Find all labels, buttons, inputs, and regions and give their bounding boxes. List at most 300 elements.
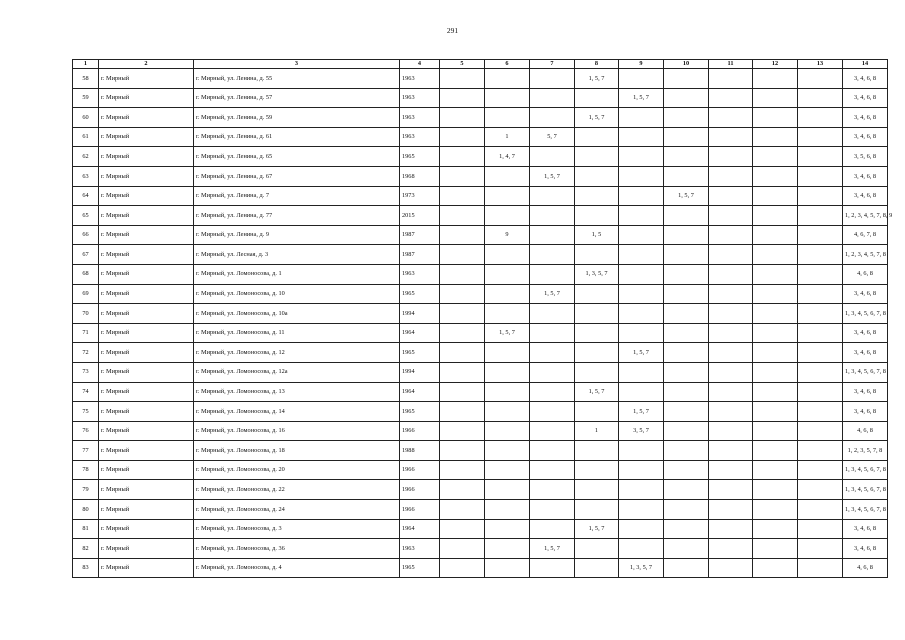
row-number-cell: 75 [73,402,99,422]
settlement-cell: г. Мирный [99,127,194,147]
table-row [73,88,888,108]
row-number-cell: 82 [73,539,99,559]
year-built-cell: 1965 [400,284,440,304]
column-10-cell [664,147,709,167]
column-10-cell [664,127,709,147]
column-12-cell [753,108,798,128]
settlement-cell: г. Мирный [99,206,194,226]
column-6-cell [485,343,530,363]
address-cell: г. Мирный, ул. Ломоносова, д. 36 [194,539,400,559]
address-cell: г. Мирный, ул. Ломоносова, д. 20 [194,460,400,480]
column-10-cell [664,519,709,539]
row-number-cell: 71 [73,323,99,343]
column-8-cell [575,147,619,167]
column-7-cell [530,88,575,108]
column-12-cell [753,69,798,89]
column-6-cell [485,304,530,324]
column-12-cell [753,225,798,245]
column-10-cell [664,88,709,108]
column-13-cell [798,323,843,343]
address-cell: г. Мирный, ул. Ломоносова, д. 22 [194,480,400,500]
column-14-cell: 1, 3, 4, 5, 6, 7, 8 [843,362,888,382]
settlement-cell: г. Мирный [99,284,194,304]
column-header-7: 7 [530,60,575,69]
column-6-cell: 1, 4, 7 [485,147,530,167]
settlement-cell: г. Мирный [99,421,194,441]
settlement-cell: г. Мирный [99,186,194,206]
column-14-cell: 3, 4, 6, 8 [843,519,888,539]
column-10-cell [664,166,709,186]
column-7-cell [530,225,575,245]
column-7-cell [530,382,575,402]
column-13-cell [798,245,843,265]
year-built-cell: 1965 [400,343,440,363]
column-13-cell [798,421,843,441]
column-6-cell [485,558,530,578]
year-built-cell: 1964 [400,382,440,402]
column-7-cell [530,441,575,461]
column-6-cell [485,264,530,284]
column-13-cell [798,108,843,128]
column-14-cell: 4, 6, 8 [843,421,888,441]
column-9-cell [619,186,664,206]
column-10-cell [664,441,709,461]
table-row [73,147,888,167]
column-10-cell [664,382,709,402]
column-9-cell [619,480,664,500]
column-7-cell [530,323,575,343]
column-13-cell [798,500,843,520]
column-14-cell: 3, 4, 6, 8 [843,284,888,304]
column-11-cell [709,206,753,226]
column-11-cell [709,362,753,382]
column-9-cell [619,147,664,167]
row-number-cell: 64 [73,186,99,206]
row-number-cell: 65 [73,206,99,226]
column-14-cell: 3, 4, 6, 8 [843,88,888,108]
column-11-cell [709,519,753,539]
column-5-cell [440,539,485,559]
column-11-cell [709,343,753,363]
column-8-cell [575,304,619,324]
column-14-cell: 1, 3, 4, 5, 6, 7, 8 [843,500,888,520]
column-9-cell [619,127,664,147]
column-7-cell [530,304,575,324]
column-13-cell [798,362,843,382]
column-header-8: 8 [575,60,619,69]
column-14-cell: 3, 4, 6, 8 [843,166,888,186]
column-10-cell [664,362,709,382]
column-12-cell [753,480,798,500]
column-9-cell [619,264,664,284]
year-built-cell: 1965 [400,558,440,578]
row-number-cell: 78 [73,460,99,480]
column-11-cell [709,108,753,128]
column-header-12: 12 [753,60,798,69]
column-8-cell [575,480,619,500]
column-7-cell [530,206,575,226]
column-12-cell [753,264,798,284]
column-11-cell [709,127,753,147]
settlement-cell: г. Мирный [99,304,194,324]
settlement-cell: г. Мирный [99,362,194,382]
column-5-cell [440,500,485,520]
address-cell: г. Мирный, ул. Ломоносова, д. 11 [194,323,400,343]
row-number-cell: 77 [73,441,99,461]
table-row [73,519,888,539]
column-13-cell [798,402,843,422]
column-14-cell: 4, 6, 8 [843,558,888,578]
address-cell: г. Мирный, ул. Ленина, д. 77 [194,206,400,226]
year-built-cell: 1964 [400,519,440,539]
column-7-cell [530,500,575,520]
address-cell: г. Мирный, ул. Ломоносова, д. 10 [194,284,400,304]
column-5-cell [440,519,485,539]
column-12-cell [753,166,798,186]
table-row [73,343,888,363]
column-11-cell [709,304,753,324]
table-row [73,402,888,422]
column-13-cell [798,519,843,539]
column-8-cell [575,245,619,265]
column-13-cell [798,225,843,245]
column-13-cell [798,304,843,324]
column-12-cell [753,127,798,147]
row-number-cell: 68 [73,264,99,284]
year-built-cell: 1994 [400,362,440,382]
address-cell: г. Мирный, ул. Ломоносова, д. 1 [194,264,400,284]
column-11-cell [709,539,753,559]
column-12-cell [753,402,798,422]
column-7-cell: 1, 5, 7 [530,539,575,559]
row-number-cell: 62 [73,147,99,167]
column-10-cell [664,402,709,422]
column-5-cell [440,284,485,304]
column-9-cell [619,519,664,539]
column-5-cell [440,402,485,422]
settlement-cell: г. Мирный [99,88,194,108]
column-8-cell [575,441,619,461]
table-body [73,69,893,578]
address-cell: г. Мирный, ул. Ломоносова, д. 4 [194,558,400,578]
column-11-cell [709,421,753,441]
column-7-cell: 1, 5, 7 [530,166,575,186]
column-12-cell [753,558,798,578]
table-row [73,304,888,324]
column-12-cell [753,539,798,559]
column-5-cell [440,382,485,402]
table-row [73,500,888,520]
column-13-cell [798,166,843,186]
settlement-cell: г. Мирный [99,264,194,284]
column-7-cell [530,186,575,206]
column-5-cell [440,127,485,147]
column-11-cell [709,402,753,422]
column-11-cell [709,245,753,265]
column-9-cell [619,108,664,128]
column-5-cell [440,343,485,363]
column-11-cell [709,147,753,167]
column-8-cell: 1, 5, 7 [575,69,619,89]
address-cell: г. Мирный, ул. Ленина, д. 57 [194,88,400,108]
column-13-cell [798,441,843,461]
column-14-cell: 3, 4, 6, 8 [843,108,888,128]
column-14-cell: 3, 4, 6, 8 [843,323,888,343]
table-row [73,245,888,265]
column-12-cell [753,186,798,206]
column-12-cell [753,304,798,324]
column-7-cell [530,421,575,441]
settlement-cell: г. Мирный [99,402,194,422]
column-10-cell [664,323,709,343]
table-row [73,206,888,226]
column-11-cell [709,500,753,520]
column-header-10: 10 [664,60,709,69]
row-number-cell: 74 [73,382,99,402]
address-cell: г. Мирный, ул. Ленина, д. 7 [194,186,400,206]
table-row [73,127,888,147]
year-built-cell: 1987 [400,225,440,245]
column-8-cell [575,166,619,186]
column-6-cell [485,519,530,539]
column-6-cell [485,480,530,500]
column-5-cell [440,69,485,89]
table-row [73,558,888,578]
column-14-cell: 1, 2, 3, 4, 5, 7, 8, 9 [843,206,888,226]
column-14-cell: 3, 4, 6, 8 [843,539,888,559]
column-7-cell [530,147,575,167]
column-11-cell [709,69,753,89]
table-row [73,460,888,480]
column-9-cell: 1, 5, 7 [619,402,664,422]
row-number-cell: 66 [73,225,99,245]
column-6-cell [485,500,530,520]
column-6-cell [485,69,530,89]
column-7-cell: 1, 5, 7 [530,284,575,304]
column-11-cell [709,558,753,578]
column-header-11: 11 [709,60,753,69]
column-13-cell [798,382,843,402]
row-number-cell: 60 [73,108,99,128]
year-built-cell: 1966 [400,460,440,480]
column-5-cell [440,166,485,186]
column-7-cell [530,245,575,265]
column-11-cell [709,441,753,461]
column-header-2: 2 [99,60,194,69]
column-12-cell [753,500,798,520]
column-13-cell [798,539,843,559]
column-10-cell [664,245,709,265]
column-8-cell [575,500,619,520]
column-5-cell [440,480,485,500]
column-14-cell: 3, 4, 6, 8 [843,69,888,89]
table-row [73,166,888,186]
column-5-cell [440,304,485,324]
column-10-cell [664,284,709,304]
address-cell: г. Мирный, ул. Ломоносова, д. 18 [194,441,400,461]
address-cell: г. Мирный, ул. Ломоносова, д. 24 [194,500,400,520]
column-14-cell: 3, 4, 6, 8 [843,402,888,422]
column-header-14: 14 [843,60,888,69]
column-5-cell [440,245,485,265]
column-14-cell: 4, 6, 7, 8 [843,225,888,245]
column-9-cell [619,284,664,304]
settlement-cell: г. Мирный [99,69,194,89]
column-14-cell: 1, 3, 4, 5, 6, 7, 8 [843,480,888,500]
address-cell: г. Мирный, ул. Ломоносова, д. 13 [194,382,400,402]
row-number-cell: 61 [73,127,99,147]
column-10-cell [664,108,709,128]
column-12-cell [753,460,798,480]
column-9-cell: 1, 3, 5, 7 [619,558,664,578]
column-14-cell: 1, 3, 4, 5, 6, 7, 8 [843,304,888,324]
column-8-cell [575,186,619,206]
column-header-13: 13 [798,60,843,69]
settlement-cell: г. Мирный [99,166,194,186]
column-6-cell [485,284,530,304]
column-13-cell [798,480,843,500]
year-built-cell: 1973 [400,186,440,206]
column-10-cell [664,343,709,363]
column-14-cell: 3, 4, 6, 8 [843,127,888,147]
column-7-cell [530,460,575,480]
row-number-cell: 80 [73,500,99,520]
column-11-cell [709,166,753,186]
column-6-cell: 1 [485,127,530,147]
column-13-cell [798,343,843,363]
column-7-cell [530,480,575,500]
column-5-cell [440,225,485,245]
address-cell: г. Мирный, ул. Ленина, д. 61 [194,127,400,147]
table-row [73,284,888,304]
column-9-cell: 1, 5, 7 [619,343,664,363]
row-number-cell: 63 [73,166,99,186]
column-9-cell [619,382,664,402]
address-cell: г. Мирный, ул. Ломоносова, д. 3 [194,519,400,539]
column-8-cell: 1 [575,421,619,441]
year-built-cell: 1963 [400,264,440,284]
table-row [73,382,888,402]
column-8-cell [575,88,619,108]
settlement-cell: г. Мирный [99,245,194,265]
column-8-cell [575,558,619,578]
column-13-cell [798,69,843,89]
column-6-cell [485,166,530,186]
settlement-cell: г. Мирный [99,108,194,128]
column-13-cell [798,284,843,304]
column-10-cell [664,304,709,324]
column-header-4: 4 [400,60,440,69]
column-13-cell [798,206,843,226]
column-12-cell [753,206,798,226]
column-10-cell [664,225,709,245]
column-6-cell [485,402,530,422]
column-6-cell [485,382,530,402]
column-6-cell: 9 [485,225,530,245]
year-built-cell: 1968 [400,166,440,186]
year-built-cell: 1963 [400,108,440,128]
table-row [73,421,888,441]
settlement-cell: г. Мирный [99,480,194,500]
column-9-cell [619,500,664,520]
column-9-cell [619,304,664,324]
column-5-cell [440,558,485,578]
column-5-cell [440,362,485,382]
column-7-cell [530,362,575,382]
row-number-cell: 73 [73,362,99,382]
year-built-cell: 1966 [400,421,440,441]
column-7-cell [530,343,575,363]
column-header-3: 3 [194,60,400,69]
column-9-cell [619,225,664,245]
column-11-cell [709,88,753,108]
year-built-cell: 1965 [400,402,440,422]
column-12-cell [753,343,798,363]
column-10-cell [664,264,709,284]
row-number-cell: 72 [73,343,99,363]
year-built-cell: 1965 [400,147,440,167]
column-header-9: 9 [619,60,664,69]
address-cell: г. Мирный, ул. Лесная, д. 3 [194,245,400,265]
page-number: 291 [446,26,459,35]
column-12-cell [753,362,798,382]
column-8-cell: 1, 5, 7 [575,108,619,128]
column-13-cell [798,127,843,147]
row-number-cell: 76 [73,421,99,441]
column-13-cell [798,147,843,167]
column-header-1: 1 [73,60,99,69]
year-built-cell: 1987 [400,245,440,265]
column-12-cell [753,421,798,441]
address-cell: г. Мирный, ул. Ломоносова, д. 12 [194,343,400,363]
column-11-cell [709,382,753,402]
column-8-cell [575,362,619,382]
column-6-cell [485,108,530,128]
column-8-cell: 1, 5 [575,225,619,245]
address-cell: г. Мирный, ул. Ломоносова, д. 14 [194,402,400,422]
settlement-cell: г. Мирный [99,519,194,539]
column-11-cell [709,225,753,245]
column-13-cell [798,460,843,480]
table-row [73,323,888,343]
address-cell: г. Мирный, ул. Ленина, д. 65 [194,147,400,167]
column-6-cell [485,441,530,461]
column-7-cell [530,519,575,539]
column-6-cell [485,186,530,206]
row-number-cell: 81 [73,519,99,539]
row-number-cell: 83 [73,558,99,578]
address-cell: г. Мирный, ул. Ленина, д. 9 [194,225,400,245]
address-cell: г. Мирный, ул. Ленина, д. 55 [194,69,400,89]
column-11-cell [709,264,753,284]
row-number-cell: 67 [73,245,99,265]
table-row [73,186,888,206]
row-number-cell: 69 [73,284,99,304]
column-8-cell [575,539,619,559]
column-7-cell [530,264,575,284]
column-12-cell [753,323,798,343]
row-number-cell: 59 [73,88,99,108]
column-6-cell [485,206,530,226]
column-6-cell [485,245,530,265]
column-7-cell [530,402,575,422]
column-7-cell [530,558,575,578]
year-built-cell: 1994 [400,304,440,324]
header-row [73,60,888,69]
table-row [73,539,888,559]
column-7-cell [530,69,575,89]
column-9-cell [619,539,664,559]
